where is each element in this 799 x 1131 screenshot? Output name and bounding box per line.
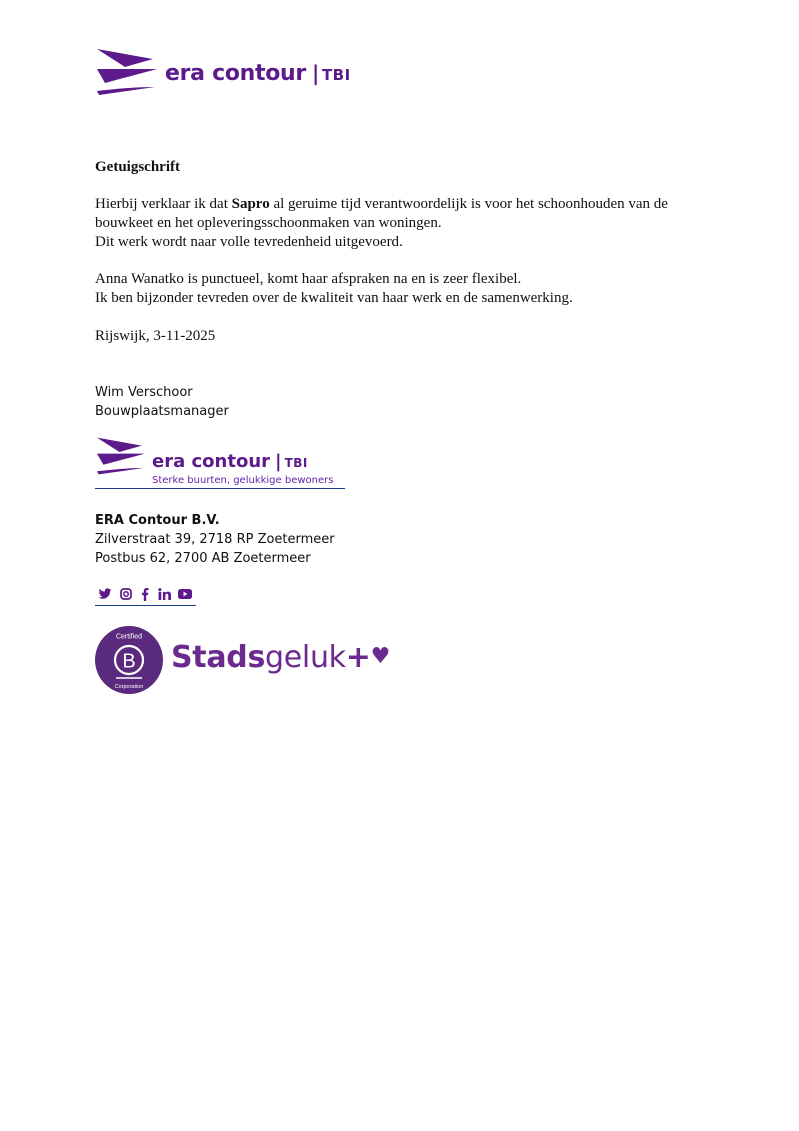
company-address-street: Zilverstraat 39, 2718 RP Zoetermeer bbox=[95, 532, 335, 547]
era-contour-signature-logo bbox=[95, 436, 355, 491]
twitter-icon[interactable] bbox=[98, 587, 112, 601]
letter-paragraph-1: Hierbij verklaar ik dat Sapro al geruime tijd verantwoordelijk is voor het schoonhouden van de bouwkeet en het opleveringsschoonmaken van woningen. Dit werk wordt naar volle tevredenheid uitgevoerd. bbox=[95, 196, 668, 250]
company-address-postbus: Postbus 62, 2700 AB Zoetermeer bbox=[95, 551, 311, 566]
place-date: Rijswijk, 3-11-2025 bbox=[95, 328, 216, 344]
stadsgeluk-logo: Stadsgeluk+♥ bbox=[171, 640, 391, 675]
signatory-role: Bouwplaatsmanager bbox=[95, 404, 229, 419]
era-contour-wing-icon bbox=[95, 436, 147, 476]
social-links-underline bbox=[95, 605, 196, 606]
letter-title: Getuigschrift bbox=[95, 159, 180, 175]
header-logo-text: era contour | TBI bbox=[165, 61, 351, 86]
social-links bbox=[95, 586, 196, 606]
letter-paragraph-2: Anna Wanatko is punctueel, komt haar afspraken na en is zeer flexibel. Ik ben bijzonder tevreden over de kwaliteit van haar werk en de samenwerking. bbox=[95, 271, 573, 306]
bcorp-letter: B bbox=[122, 650, 136, 673]
signature-tagline[interactable]: Sterke buurten, gelukkige bewoners bbox=[152, 475, 334, 486]
era-contour-wing-icon bbox=[95, 47, 159, 97]
youtube-icon[interactable] bbox=[178, 587, 192, 601]
signature-logo-underline bbox=[95, 488, 345, 489]
bcorp-certified-badge bbox=[95, 626, 163, 694]
signatory-name: Wim Verschoor bbox=[95, 385, 193, 400]
company-name: ERA Contour B.V. bbox=[95, 513, 220, 528]
facebook-icon[interactable] bbox=[138, 587, 152, 601]
bcorp-bottom-text: Corporation bbox=[114, 684, 144, 690]
era-contour-header-logo bbox=[95, 47, 375, 97]
linkedin-icon[interactable] bbox=[157, 587, 171, 601]
bcorp-top-text: Certified bbox=[115, 633, 143, 641]
heart-icon: ♥ bbox=[370, 644, 391, 669]
signature-logo-text: era contour | TBI bbox=[152, 451, 308, 472]
instagram-icon[interactable] bbox=[119, 587, 133, 601]
